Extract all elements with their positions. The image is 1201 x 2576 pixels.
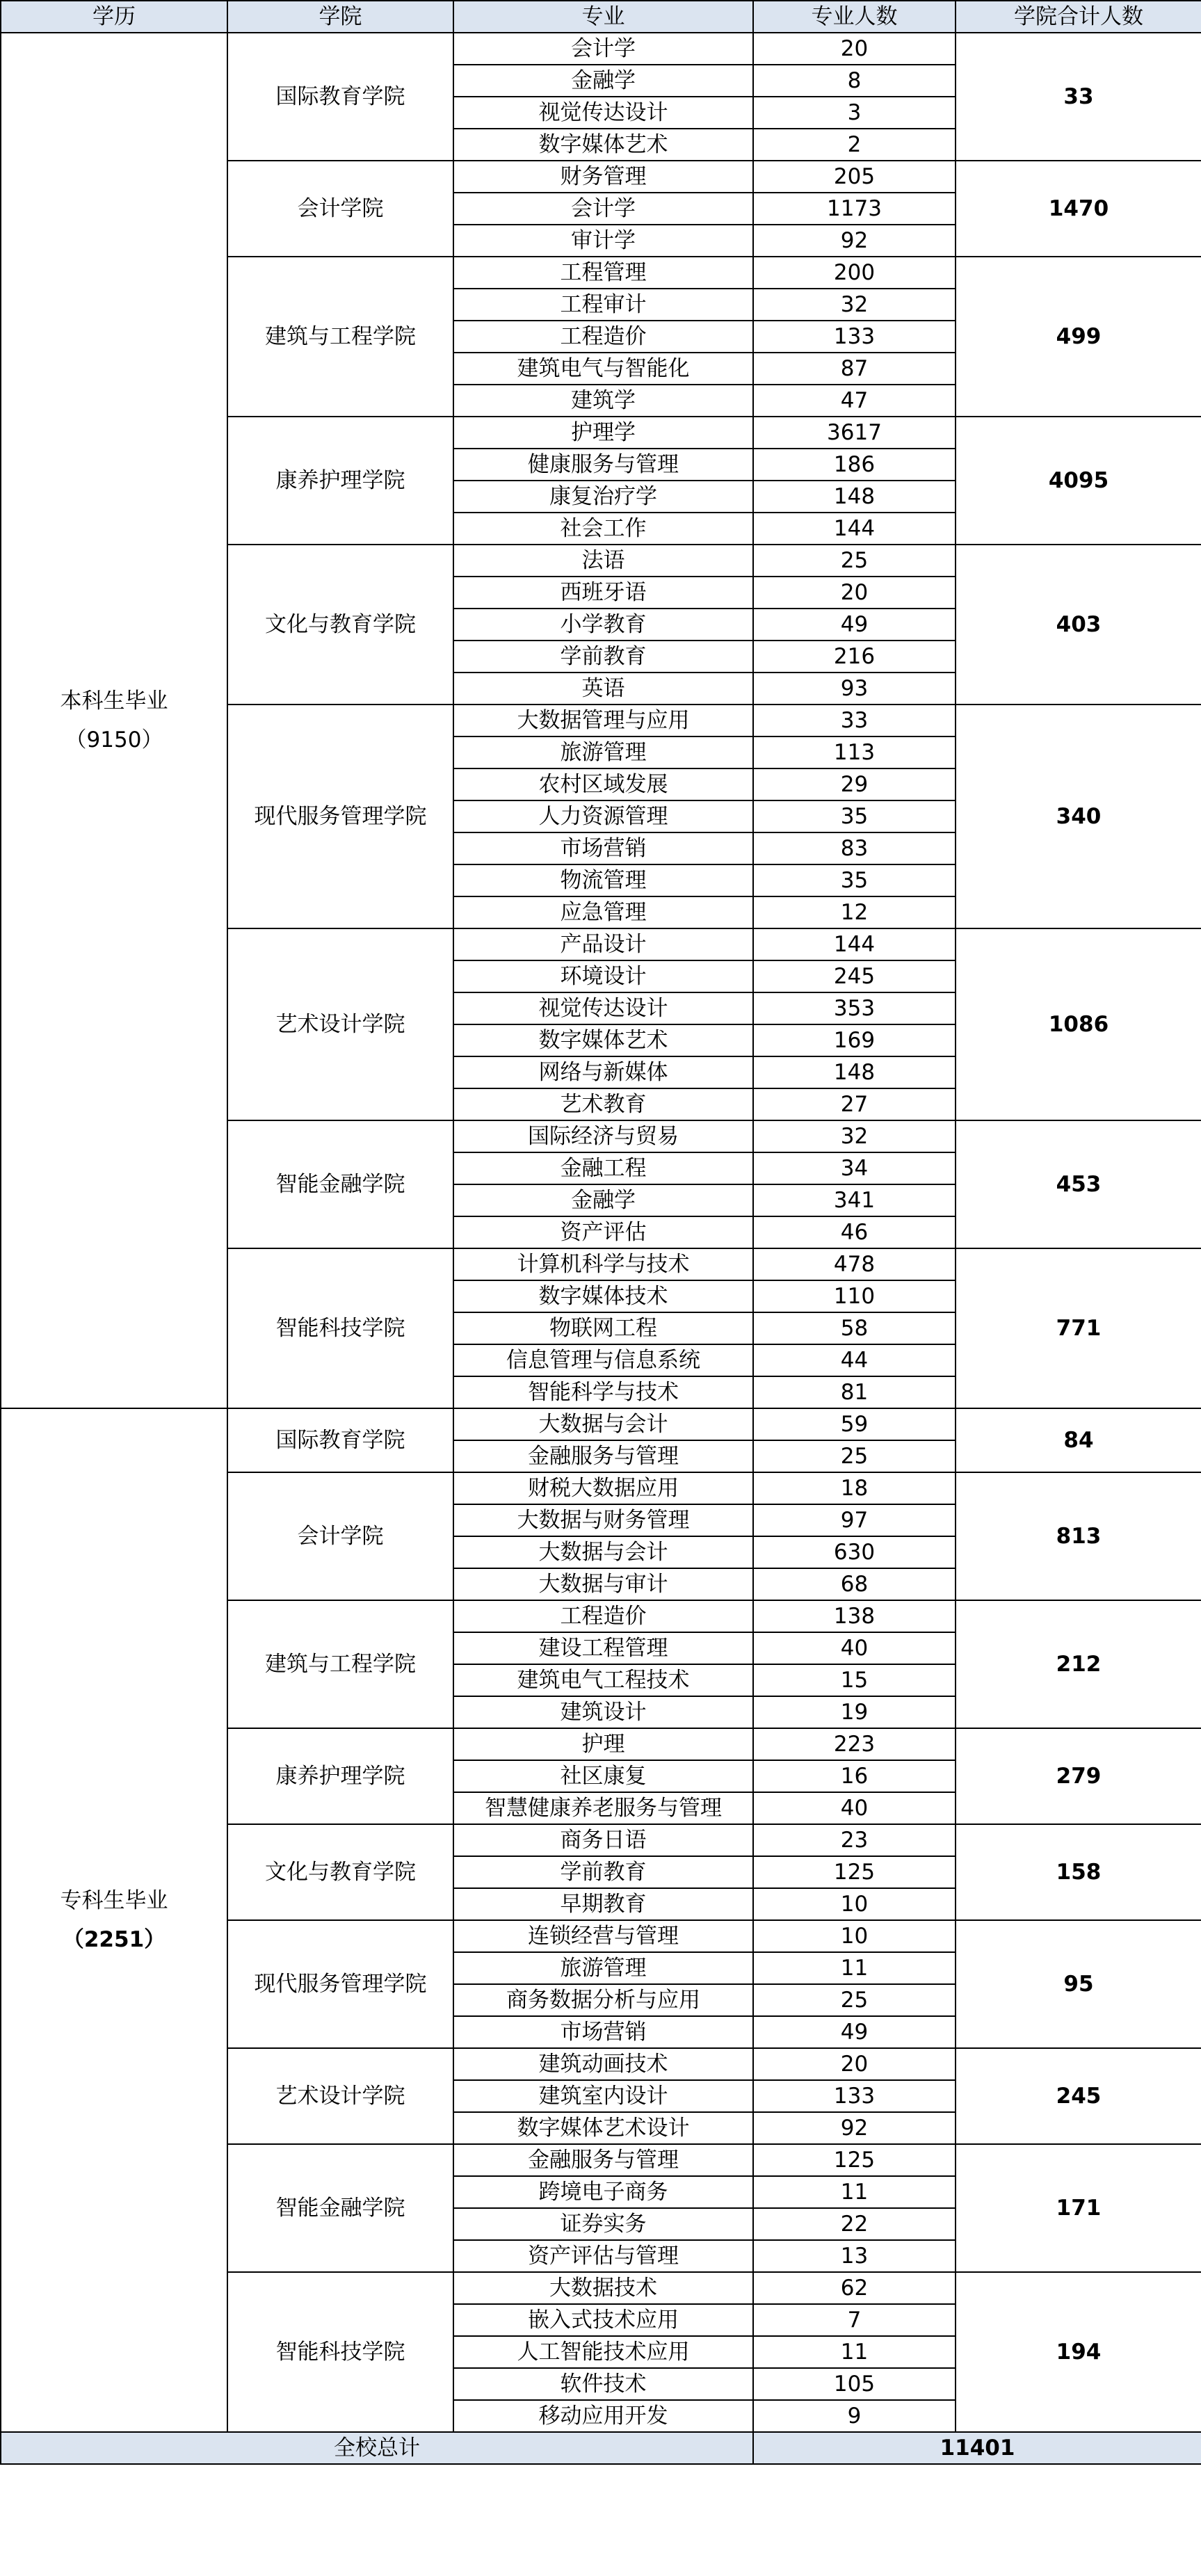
- college-total: 1470: [956, 161, 1201, 257]
- college-name: 国际教育学院: [227, 33, 453, 161]
- college-name: 智能科技学院: [227, 1248, 453, 1408]
- major-count: 92: [753, 225, 956, 257]
- major-count: 81: [753, 1376, 956, 1408]
- major-count: 133: [753, 321, 956, 353]
- college-name: 建筑与工程学院: [227, 1600, 453, 1728]
- major-name: 市场营销: [453, 832, 753, 864]
- level-count: （2251）: [62, 1927, 166, 1952]
- major-name: 物联网工程: [453, 1312, 753, 1344]
- major-name: 数字媒体艺术: [453, 129, 753, 161]
- major-count: 11: [753, 2176, 956, 2208]
- major-count: 223: [753, 1728, 956, 1760]
- major-name: 工程造价: [453, 321, 753, 353]
- major-name: 农村区域发展: [453, 768, 753, 800]
- major-count: 49: [753, 609, 956, 641]
- major-name: 国际经济与贸易: [453, 1120, 753, 1152]
- major-count: 44: [753, 1344, 956, 1376]
- major-count: 34: [753, 1152, 956, 1184]
- college-total: 403: [956, 545, 1201, 705]
- college-name: 智能金融学院: [227, 1120, 453, 1248]
- major-name: 大数据技术: [453, 2272, 753, 2304]
- major-count: 10: [753, 1920, 956, 1952]
- major-name: 西班牙语: [453, 577, 753, 609]
- major-name: 学前教育: [453, 1856, 753, 1888]
- major-name: 财税大数据应用: [453, 1472, 753, 1504]
- college-total: 194: [956, 2272, 1201, 2432]
- college-name: 现代服务管理学院: [227, 705, 453, 928]
- major-name: 视觉传达设计: [453, 992, 753, 1024]
- level-cell: [1, 33, 227, 1408]
- major-count: 125: [753, 2144, 956, 2176]
- header-row: [1, 1, 1201, 33]
- major-name: 小学教育: [453, 609, 753, 641]
- major-count: 105: [753, 2368, 956, 2400]
- major-count: 630: [753, 1536, 956, 1568]
- major-name: 审计学: [453, 225, 753, 257]
- major-name: 会计学: [453, 33, 753, 65]
- major-count: 83: [753, 832, 956, 864]
- major-count: 341: [753, 1184, 956, 1216]
- level-count: （9150）: [65, 727, 163, 752]
- major-count: 25: [753, 545, 956, 577]
- major-count: 169: [753, 1024, 956, 1056]
- major-count: 29: [753, 768, 956, 800]
- major-count: 92: [753, 2112, 956, 2144]
- major-name: 金融学: [453, 65, 753, 97]
- major-name: 软件技术: [453, 2368, 753, 2400]
- college-total: 245: [956, 2048, 1201, 2144]
- level-cell: [1, 1408, 227, 2432]
- major-name: 金融学: [453, 1184, 753, 1216]
- major-count: 205: [753, 161, 956, 193]
- major-name: 大数据与财务管理: [453, 1504, 753, 1536]
- major-name: 会计学: [453, 193, 753, 225]
- major-name: 证券实务: [453, 2208, 753, 2240]
- college-total: 4095: [956, 417, 1201, 545]
- major-name: 商务日语: [453, 1824, 753, 1856]
- table-row: [1, 1408, 1201, 1440]
- major-name: 商务数据分析与应用: [453, 1984, 753, 2016]
- major-name: 大数据与会计: [453, 1536, 753, 1568]
- major-name: 信息管理与信息系统: [453, 1344, 753, 1376]
- major-name: 护理学: [453, 417, 753, 449]
- major-count: 20: [753, 33, 956, 65]
- major-name: 金融工程: [453, 1152, 753, 1184]
- college-name: 建筑与工程学院: [227, 257, 453, 417]
- level-name: 本科生毕业: [60, 689, 168, 714]
- header-college-total: 学院合计人数: [956, 1, 1201, 33]
- major-count: 33: [753, 705, 956, 736]
- major-count: 10: [753, 1888, 956, 1920]
- college-total: 1086: [956, 928, 1201, 1120]
- table-row: [1, 33, 1201, 65]
- major-count: 186: [753, 449, 956, 481]
- major-name: 市场营销: [453, 2016, 753, 2048]
- college-name: 艺术设计学院: [227, 928, 453, 1120]
- major-count: 35: [753, 864, 956, 896]
- college-total: 499: [956, 257, 1201, 417]
- grand-total-value: 11401: [753, 2432, 1201, 2464]
- major-count: 47: [753, 385, 956, 417]
- major-count: 11: [753, 2336, 956, 2368]
- major-name: 工程审计: [453, 289, 753, 321]
- major-name: 金融服务与管理: [453, 2144, 753, 2176]
- major-count: 58: [753, 1312, 956, 1344]
- college-total: 453: [956, 1120, 1201, 1248]
- major-count: 93: [753, 673, 956, 705]
- major-name: 旅游管理: [453, 736, 753, 768]
- major-name: 护理: [453, 1728, 753, 1760]
- major-count: 8: [753, 65, 956, 97]
- college-name: 现代服务管理学院: [227, 1920, 453, 2048]
- major-count: 40: [753, 1632, 956, 1664]
- grand-total-row: [1, 2432, 1201, 2464]
- college-name: 会计学院: [227, 1472, 453, 1600]
- major-count: 3617: [753, 417, 956, 449]
- major-count: 62: [753, 2272, 956, 2304]
- major-count: 11: [753, 1952, 956, 1984]
- major-count: 32: [753, 1120, 956, 1152]
- major-count: 144: [753, 513, 956, 545]
- major-name: 健康服务与管理: [453, 449, 753, 481]
- college-total: 84: [956, 1408, 1201, 1472]
- major-count: 97: [753, 1504, 956, 1536]
- major-name: 计算机科学与技术: [453, 1248, 753, 1280]
- college-name: 国际教育学院: [227, 1408, 453, 1472]
- college-name: 康养护理学院: [227, 417, 453, 545]
- major-count: 144: [753, 928, 956, 960]
- header-level: 学历: [1, 1, 227, 33]
- major-count: 46: [753, 1216, 956, 1248]
- header-college: 学院: [227, 1, 453, 33]
- major-name: 人工智能技术应用: [453, 2336, 753, 2368]
- major-count: 133: [753, 2080, 956, 2112]
- major-count: 68: [753, 1568, 956, 1600]
- college-total: 279: [956, 1728, 1201, 1824]
- major-name: 物流管理: [453, 864, 753, 896]
- major-name: 英语: [453, 673, 753, 705]
- major-count: 18: [753, 1472, 956, 1504]
- major-name: 财务管理: [453, 161, 753, 193]
- major-count: 113: [753, 736, 956, 768]
- major-count: 148: [753, 481, 956, 513]
- major-name: 社会工作: [453, 513, 753, 545]
- header-major-count: 专业人数: [753, 1, 956, 33]
- college-name: 会计学院: [227, 161, 453, 257]
- major-name: 建筑学: [453, 385, 753, 417]
- major-name: 工程管理: [453, 257, 753, 289]
- major-name: 早期教育: [453, 1888, 753, 1920]
- college-total: 212: [956, 1600, 1201, 1728]
- major-count: 22: [753, 2208, 956, 2240]
- major-name: 连锁经营与管理: [453, 1920, 753, 1952]
- major-name: 视觉传达设计: [453, 97, 753, 129]
- major-name: 智能科学与技术: [453, 1376, 753, 1408]
- major-count: 15: [753, 1664, 956, 1696]
- major-name: 金融服务与管理: [453, 1440, 753, 1472]
- major-count: 12: [753, 896, 956, 928]
- grand-total-label: 全校总计: [1, 2432, 753, 2464]
- major-count: 27: [753, 1088, 956, 1120]
- table-body: [1, 33, 1201, 2432]
- major-count: 3: [753, 97, 956, 129]
- college-total: 158: [956, 1824, 1201, 1920]
- major-count: 20: [753, 2048, 956, 2080]
- major-name: 产品设计: [453, 928, 753, 960]
- major-name: 大数据与会计: [453, 1408, 753, 1440]
- major-name: 建筑动画技术: [453, 2048, 753, 2080]
- major-name: 大数据与审计: [453, 1568, 753, 1600]
- college-total: 340: [956, 705, 1201, 928]
- college-total: 95: [956, 1920, 1201, 2048]
- major-count: 49: [753, 2016, 956, 2048]
- major-count: 59: [753, 1408, 956, 1440]
- major-name: 建筑设计: [453, 1696, 753, 1728]
- level-name: 专科生毕业: [60, 1888, 168, 1913]
- major-name: 建筑电气工程技术: [453, 1664, 753, 1696]
- college-name: 智能科技学院: [227, 2272, 453, 2432]
- major-count: 23: [753, 1824, 956, 1856]
- major-name: 移动应用开发: [453, 2400, 753, 2432]
- major-name: 资产评估与管理: [453, 2240, 753, 2272]
- major-count: 32: [753, 289, 956, 321]
- major-name: 工程造价: [453, 1600, 753, 1632]
- major-name: 数字媒体艺术设计: [453, 2112, 753, 2144]
- major-name: 智慧健康养老服务与管理: [453, 1792, 753, 1824]
- major-name: 建筑室内设计: [453, 2080, 753, 2112]
- major-name: 法语: [453, 545, 753, 577]
- college-total: 771: [956, 1248, 1201, 1408]
- major-count: 20: [753, 577, 956, 609]
- major-count: 35: [753, 800, 956, 832]
- major-count: 1173: [753, 193, 956, 225]
- major-count: 25: [753, 1984, 956, 2016]
- major-name: 数字媒体技术: [453, 1280, 753, 1312]
- major-name: 社区康复: [453, 1760, 753, 1792]
- major-count: 245: [753, 960, 956, 992]
- major-count: 110: [753, 1280, 956, 1312]
- college-name: 文化与教育学院: [227, 545, 453, 705]
- major-count: 2: [753, 129, 956, 161]
- major-name: 旅游管理: [453, 1952, 753, 1984]
- major-count: 9: [753, 2400, 956, 2432]
- college-total: 33: [956, 33, 1201, 161]
- major-name: 资产评估: [453, 1216, 753, 1248]
- college-name: 智能金融学院: [227, 2144, 453, 2272]
- major-count: 138: [753, 1600, 956, 1632]
- major-count: 19: [753, 1696, 956, 1728]
- major-count: 16: [753, 1760, 956, 1792]
- major-count: 40: [753, 1792, 956, 1824]
- major-name: 建设工程管理: [453, 1632, 753, 1664]
- major-count: 87: [753, 353, 956, 385]
- major-count: 25: [753, 1440, 956, 1472]
- major-count: 13: [753, 2240, 956, 2272]
- major-name: 数字媒体艺术: [453, 1024, 753, 1056]
- major-name: 嵌入式技术应用: [453, 2304, 753, 2336]
- major-name: 网络与新媒体: [453, 1056, 753, 1088]
- major-count: 216: [753, 641, 956, 673]
- major-count: 478: [753, 1248, 956, 1280]
- major-name: 跨境电子商务: [453, 2176, 753, 2208]
- major-name: 康复治疗学: [453, 481, 753, 513]
- major-name: 应急管理: [453, 896, 753, 928]
- college-name: 康养护理学院: [227, 1728, 453, 1824]
- major-name: 大数据管理与应用: [453, 705, 753, 736]
- major-count: 200: [753, 257, 956, 289]
- college-total: 813: [956, 1472, 1201, 1600]
- college-name: 文化与教育学院: [227, 1824, 453, 1920]
- major-name: 人力资源管理: [453, 800, 753, 832]
- major-name: 艺术教育: [453, 1088, 753, 1120]
- major-count: 7: [753, 2304, 956, 2336]
- header-major: 专业: [453, 1, 753, 33]
- college-name: 艺术设计学院: [227, 2048, 453, 2144]
- major-name: 建筑电气与智能化: [453, 353, 753, 385]
- major-name: 学前教育: [453, 641, 753, 673]
- major-count: 148: [753, 1056, 956, 1088]
- college-total: 171: [956, 2144, 1201, 2272]
- major-name: 环境设计: [453, 960, 753, 992]
- major-count: 353: [753, 992, 956, 1024]
- major-count: 125: [753, 1856, 956, 1888]
